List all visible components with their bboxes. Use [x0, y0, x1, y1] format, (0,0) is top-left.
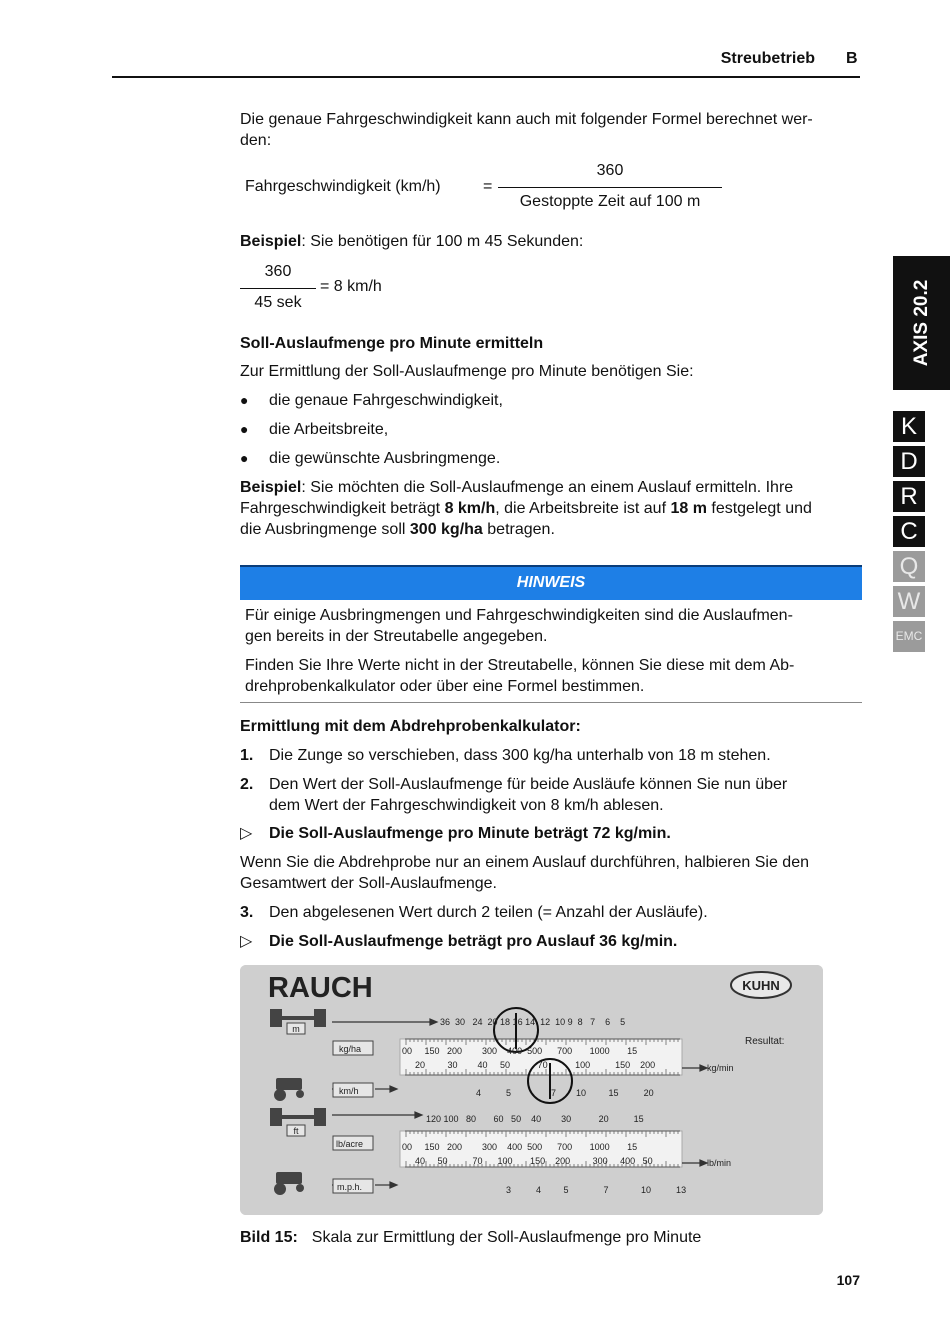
- scale-mph-upper: 40 50 70 100 150 200 300 400 50: [415, 1156, 653, 1166]
- unit-mph: m.p.h.: [337, 1182, 363, 1192]
- notice-text-2a: Finden Sie Ihre Werte nicht in der Streutabelle, können Sie diese mit dem Ab-: [245, 657, 795, 674]
- step-text: Den Wert der Soll-Auslaufmenge für beide Ausläufe können Sie nun über: [269, 776, 788, 793]
- unit-lbacre: lb/acre: [336, 1139, 364, 1149]
- example2-line-1: Beispiel: Sie möchten die Soll-Auslaufmenge an einem Auslauf ermitteln. Ihre: [240, 479, 794, 496]
- kuhn-logo: KUHN: [742, 978, 780, 993]
- example1-denominator: 45 sek: [254, 294, 302, 311]
- step-text: dem Wert der Fahrgeschwindigkeit von 8 km/h ablesen.: [269, 797, 664, 814]
- notice-text-1b: gen bereits in der Streutabelle angegeben.: [245, 628, 548, 645]
- bullet-item: die Arbeitsbreite,: [269, 421, 389, 438]
- resultat-label: Resultat:: [745, 1036, 785, 1047]
- example2-line-2: Fahrgeschwindigkeit beträgt 8 km/h, die Arbeitsbreite ist auf 18 m festgelegt und: [240, 500, 812, 517]
- product-tab: [893, 256, 950, 390]
- example1-result: = 8 km/h: [320, 278, 382, 295]
- scale-mph: 3 4 5 7 10 13: [506, 1185, 687, 1195]
- bullet-icon: ●: [240, 450, 249, 466]
- scale-kgha: 00 150 200 300 400 500 700 1000 15: [402, 1046, 638, 1056]
- unit-kgha: kg/ha: [339, 1044, 362, 1054]
- unit-ft: ft: [293, 1126, 299, 1136]
- unit-kmh: km/h: [339, 1086, 359, 1096]
- page-number: 107: [836, 1272, 860, 1288]
- side-tab-r[interactable]: R: [893, 481, 925, 512]
- side-tab-k[interactable]: K: [893, 411, 925, 442]
- section2-heading: Ermittlung mit dem Abdrehprobenkalkulator:: [240, 718, 581, 735]
- side-tab-c[interactable]: C: [893, 516, 925, 547]
- unit-m: m: [292, 1024, 300, 1034]
- side-tab-q[interactable]: Q: [893, 551, 925, 582]
- formula-fraction-bar: [498, 187, 722, 188]
- notice-header: HINWEIS: [240, 565, 862, 600]
- bullet-item: die genaue Fahrgeschwindigkeit,: [269, 392, 503, 409]
- result-text: Die Soll-Auslaufmenge beträgt pro Auslauf 36 kg/min.: [269, 933, 678, 950]
- scale-lbacre: 00 150 200 300 400 500 700 1000 15: [402, 1142, 638, 1152]
- bullet-icon: ●: [240, 392, 249, 408]
- figure-caption-label: Bild 15:: [240, 1229, 298, 1246]
- side-tab-emc[interactable]: EMC: [893, 621, 925, 652]
- example2-lead: Beispiel: [240, 479, 302, 496]
- example1-fraction-bar: [240, 288, 316, 289]
- step-text: Den abgelesenen Wert durch 2 teilen (= Anzahl der Ausläufe).: [269, 904, 708, 921]
- example1-lead: Beispiel: [240, 233, 302, 250]
- intro-line-1: Die genaue Fahrgeschwindigkeit kann auch mit folgender Formel berechnet wer-: [240, 111, 813, 128]
- formula-equals: =: [483, 178, 493, 195]
- calculator-illustration: [240, 965, 823, 1215]
- unit-kgmin: kg/min: [707, 1063, 734, 1073]
- notice-text-2b: drehprobenkalkulator oder über eine Formel bestimmen.: [245, 678, 645, 695]
- result-text: Die Soll-Auslaufmenge pro Minute beträgt 72 kg/min.: [269, 825, 671, 842]
- scale-m: 36 30 24 20 18 16 14 12 10 9 8 7 6 5: [440, 1017, 626, 1027]
- step-number: 1.: [240, 747, 254, 764]
- intro-line-2: den:: [240, 132, 272, 149]
- result-arrow-icon: ▷: [240, 933, 253, 950]
- header-rule: [112, 76, 860, 78]
- notice-bottom-rule: [240, 702, 862, 703]
- scale-ft: 120 100 80 60 50 40 30 20 15: [426, 1114, 644, 1124]
- running-header-title: Streubetrieb: [720, 50, 815, 67]
- formula-denominator: Gestoppte Zeit auf 100 m: [519, 193, 701, 210]
- side-tab-d[interactable]: D: [893, 446, 925, 477]
- notice-text-1a: Für einige Ausbringmengen und Fahrgeschwindigkeiten sind die Auslaufmen-: [245, 607, 793, 624]
- formula-label: Fahrgeschwindigkeit (km/h): [245, 178, 441, 195]
- figure-caption-text: Skala zur Ermittlung der Soll-Auslaufmenge pro Minute: [311, 1229, 702, 1246]
- section1-intro: Zur Ermittlung der Soll-Auslaufmenge pro Minute benötigen Sie:: [240, 363, 694, 380]
- unit-lbmin: lb/min: [707, 1158, 732, 1168]
- result-arrow-icon: ▷: [240, 825, 253, 842]
- note-line-2: Gesamtwert der Soll-Auslaufmenge.: [240, 875, 497, 892]
- example2-line-3: die Ausbringmenge soll 300 kg/ha betragen.: [240, 521, 555, 538]
- bullet-icon: ●: [240, 421, 249, 437]
- example1-body: : Sie benötigen für 100 m 45 Sekunden:: [301, 233, 584, 250]
- scale-kmh-upper: 20 30 40 50 70 100 150 200: [415, 1060, 656, 1070]
- step-text: Die Zunge so verschieben, dass 300 kg/ha unterhalb von 18 m stehen.: [269, 747, 771, 764]
- bullet-item: die gewünschte Ausbringmenge.: [269, 450, 501, 467]
- side-tab-w[interactable]: W: [893, 586, 925, 617]
- chapter-letter: B: [846, 50, 858, 67]
- calculator-figure: [240, 965, 823, 1215]
- note-line-1: Wenn Sie die Abdrehprobe nur an einem Auslauf durchführen, halbieren Sie den: [240, 854, 809, 871]
- product-label: AXIS 20.2: [910, 279, 932, 367]
- figure-caption: [240, 1229, 701, 1247]
- formula-numerator: 360: [596, 162, 624, 179]
- section1-heading: Soll-Auslaufmenge pro Minute ermitteln: [240, 335, 544, 352]
- example1-numerator: 360: [264, 263, 292, 280]
- step-number: 3.: [240, 904, 254, 921]
- scale-kmh: 4 5 7 10 15 20: [476, 1088, 654, 1098]
- example1-text: [240, 231, 862, 252]
- rauch-logo: RAUCH: [268, 972, 373, 1004]
- step-number: 2.: [240, 776, 254, 793]
